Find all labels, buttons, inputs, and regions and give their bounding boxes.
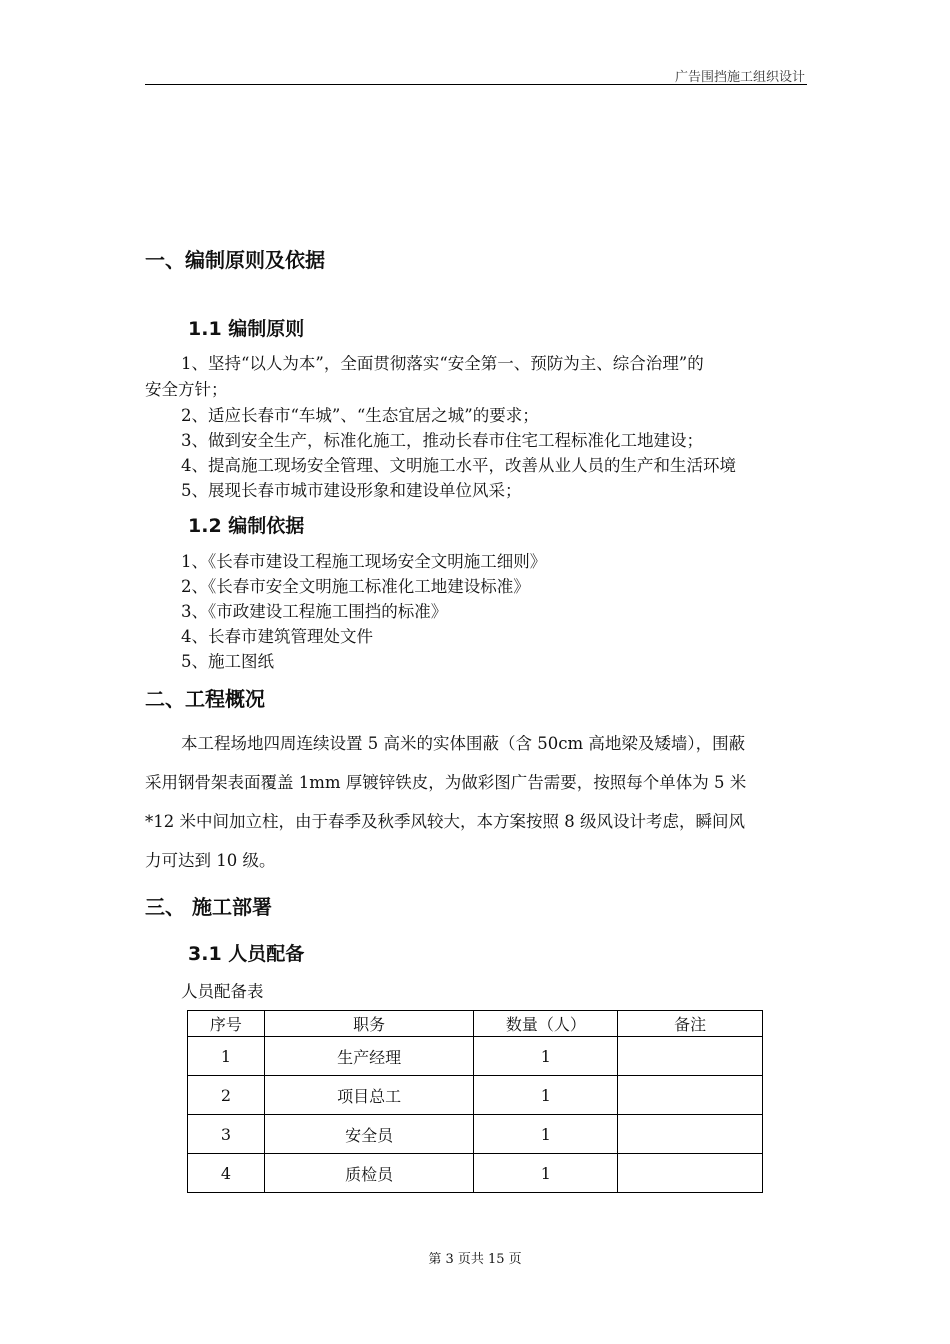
column-header: 职务: [264, 1011, 474, 1037]
table-cell: 3: [188, 1115, 265, 1154]
table-row: [188, 1154, 763, 1193]
principle-3: 3、做到安全生产，标准化施工，推动长春市住宅工程标准化工地建设；: [181, 431, 703, 450]
basis-item: 5、施工图纸: [181, 652, 274, 671]
header-rule: [145, 84, 807, 85]
table-cell: [618, 1076, 763, 1115]
basis-item: 2、《长春市安全文明施工标准化工地建设标准》: [181, 577, 530, 596]
staffing-table: [187, 1010, 763, 1193]
running-header: 广告围挡施工组织设计: [674, 70, 805, 85]
subsection-1-2-title: 1.2 编制依据: [188, 515, 305, 537]
table-cell: 安全员: [264, 1115, 474, 1154]
table-cell: 1: [474, 1076, 618, 1115]
overview-line: 本工程场地四周连续设置 5 高米的实体围蔽（含 50cm 高地梁及矮墙），围蔽: [181, 734, 746, 753]
table-cell: [618, 1115, 763, 1154]
basis-item: 3、《市政建设工程施工围挡的标准》: [181, 602, 448, 621]
table-caption: 人员配备表: [181, 982, 264, 1001]
subsection-1-1-title: 1.1 编制原则: [188, 318, 305, 340]
table-row: [188, 1037, 763, 1076]
principle-1-continued: 安全方针；: [145, 380, 228, 399]
table-header-row: [188, 1011, 763, 1037]
table-cell: 1: [474, 1154, 618, 1193]
page-number-footer: 第 3 页共 15 页: [428, 1252, 522, 1267]
table-cell: 质检员: [264, 1154, 474, 1193]
section-1-title: 一、编制原则及依据: [145, 248, 325, 272]
table-row: [188, 1115, 763, 1154]
overview-line: 力可达到 10 级。: [145, 851, 276, 870]
table-row: [188, 1076, 763, 1115]
column-header: 数量（人）: [474, 1011, 618, 1037]
principle-5: 5、展现长春市城市建设形象和建设单位风采；: [181, 481, 522, 500]
table-cell: 2: [188, 1076, 265, 1115]
table-cell: 1: [188, 1037, 265, 1076]
column-header: 序号: [188, 1011, 265, 1037]
principle-2: 2、适应长春市“车城”、“生态宜居之城”的要求；: [181, 406, 539, 425]
section-2-title: 二、工程概况: [145, 687, 265, 711]
principle-4: 4、提高施工现场安全管理、文明施工水平，改善从业人员的生产和生活环境: [181, 456, 736, 475]
overview-line: *12 米中间加立柱，由于春季及秋季风较大，本方案按照 8 级风设计考虑，瞬间风: [145, 812, 745, 831]
section-3-title: 三、 施工部署: [145, 895, 272, 919]
basis-item: 1、《长春市建设工程施工现场安全文明施工细则》: [181, 552, 547, 571]
basis-item: 4、长春市建筑管理处文件: [181, 627, 373, 646]
overview-line: 采用钢骨架表面覆盖 1mm 厚镀锌铁皮，为做彩图广告需要，按照每个单体为 5 米: [145, 773, 747, 792]
table-cell: [618, 1154, 763, 1193]
table-cell: 1: [474, 1037, 618, 1076]
table-cell: 生产经理: [264, 1037, 474, 1076]
table-cell: 4: [188, 1154, 265, 1193]
principle-1: 1、坚持“以人为本”，全面贯彻落实“安全第一、预防为主、综合治理”的: [181, 354, 704, 373]
table-cell: [618, 1037, 763, 1076]
subsection-3-1-title: 3.1 人员配备: [188, 943, 305, 965]
table-cell: 1: [474, 1115, 618, 1154]
table-cell: 项目总工: [264, 1076, 474, 1115]
column-header: 备注: [618, 1011, 763, 1037]
